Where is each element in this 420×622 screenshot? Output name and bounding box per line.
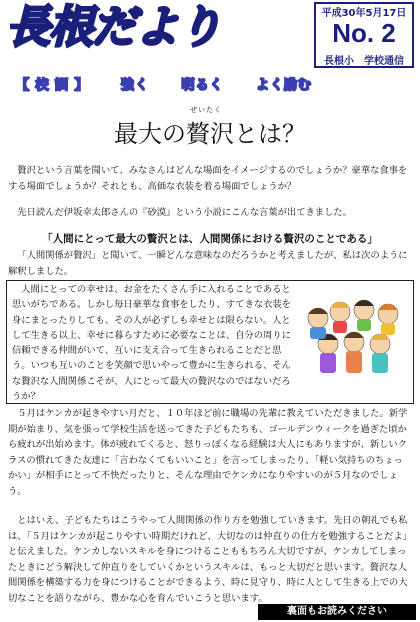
interpretation-text: 人間にとっての幸せは、お金をたくさん手に入れることであると思いがちである。しかし毎日豪華な食事をしたり、すてきな衣装を身にまとったりしても、その人が必ずしも幸せとは限らない。人として生きる以上、幸せに暮らすために必要なことは、自分の周りに信頼できる仲間がいて、互いに支え合って生きられることだと思う。いつも互いのことを笑顔で思いやって豊かに生きられる、そんな贅沢な人間関係こそが、人にとって最大の贅沢なのではないだろうか？ [12, 284, 292, 403]
school-name: 長根小 学校通信 [324, 56, 404, 67]
issue-date: 平成30年5月17日 [321, 8, 407, 19]
continue-on-back-note: 裏面もお読みください [258, 604, 416, 620]
paragraph: とはいえ、子どもたちはこうやって人間関係の作り方を勉強していきます。先日の朝礼でも私は、「５月はケンカが起こりやすい時期だけれど、大切なのは仲直りの仕方を勉強することだよ」と伝えました。ケンカしないスキルを身につけることももちろん大切ですが、ケンカしてしまったときにどう解決して仲直りをしていくかというスキルは、もっと大切だと思います。贅沢な人間関係を構築する力を身につけることができるよう、時に見守り、時に人として生きる上での大切なことを語りながら、豊かな心を育んでいこうと思います。 [8, 515, 412, 604]
issue-number: No. 2 [332, 18, 396, 48]
paragraph: 贅沢という言葉を聞いて、みなさんはどんな場面をイメージするのでしょうか？豪華な食事をする場面でしょうか？それとも、高価な衣装を着る場面でしょうか？ [8, 165, 408, 192]
motto-item: よく励む [255, 77, 312, 93]
children-illustration [300, 296, 412, 380]
paragraph: 先日読んだ伊坂幸太郎さんの『砂漠』という小説にこんな言葉が出てきました。 [17, 207, 352, 218]
newsletter-title: 長根だより [6, 2, 221, 53]
paragraph: 「人間関係が贅沢」と聞いて、一瞬どんな意味なのだろうかと考えましたが、私は次のように解釈しました。 [8, 250, 408, 277]
headline-ruby: ぜいたく [190, 106, 222, 114]
motto-item: 強く [121, 77, 150, 93]
school-motto [16, 72, 312, 94]
motto-item: 明るく [181, 77, 224, 93]
motto-label: 【 校 訓 】 [16, 77, 89, 93]
article-headline: 最大の贅沢とは？ [114, 120, 306, 148]
quote: 「人間にとって最大の贅沢とは、人間関係における贅沢のことである」 [42, 233, 378, 245]
paragraph: ５月はケンカが起きやすい月だと、１０年ほど前に職場の先輩に教えていただきました。新学期が始まり、気を張って学校生活を送ってきた子どもたちも、ゴールデンウィークを過ぎた頃から疲れが出始めます。体が疲れてくると、怒りっぽくなる経験は大人にもありますが、新しいクラスの慣れてきた友達に「言わなくてもいいこと」を言ってしまったり、「軽い気持ちのちょっかい」が相手にとって不快だったりと、そんな理由でケンカになりやすいのが５月なのでしょう。 [8, 408, 408, 497]
